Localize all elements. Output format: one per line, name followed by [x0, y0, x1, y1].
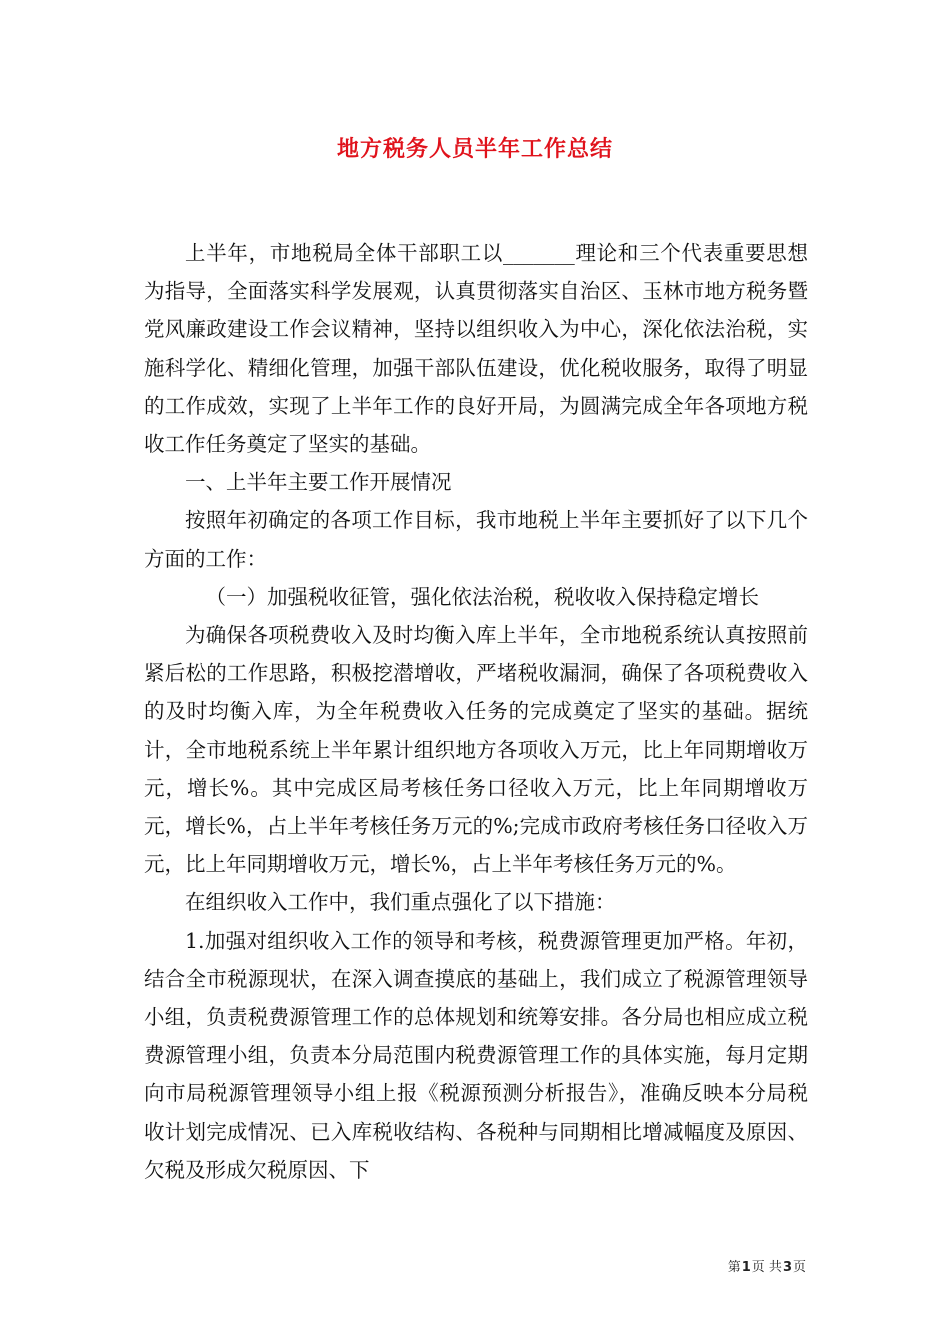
paragraph-overview: 按照年初确定的各项工作目标，我市地税上半年主要抓好了以下几个方面的工作：: [144, 508, 808, 571]
paragraph-measure-1: 1.加强对组织收入工作的领导和考核，税费源管理更加严格。年初，结合全市税源现状，在深入调查摸底的基础上，我们成立了税源管理领导小组，负责税费源管理工作的总体规划和统筹安排。各分局也相应成立税费源管理小组，负责本分局范围内税费源管理工作的具体实施，每月定期向市局税源管理领导小组上报《税源预测分析报告》，准确反映本分局税收计划完成情况、已入库税收结构、各税种与同期相比增减幅度及原因、欠税及形成欠税原因、下: [144, 928, 808, 1182]
footer-total-pages: 3: [782, 1260, 792, 1275]
document-title: 地方税务人员半年工作总结: [336, 136, 613, 162]
paragraph-revenue: 为确保各项税费收入及时均衡入库上半年，全市地税系统认真按照前紧后松的工作思路，积极挖潜增收，严堵税收漏洞，确保了各项税费收入的及时均衡入库，为全年税费收入任务的完成奠定了坚实的基础。据统计，全市地税系统上半年累计组织地方各项收入万元，比上年同期增收万元，增长%。其中完成区局考核任务口径收入万元，比上年同期增收万元，增长%，占上半年考核任务万元的%;完成市政府考核任务口径收入万元，比上年同期增收万元，增长%，占上半年考核任务万元的%。: [144, 623, 808, 877]
subsection-heading-1: （一）加强税收征管，强化依法治税，税收收入保持稳定增长: [205, 584, 759, 609]
footer-current-page: 1: [741, 1260, 751, 1275]
footer-prefix: 第: [727, 1260, 741, 1275]
footer-middle: 页 共: [751, 1260, 782, 1275]
section-heading-1: 一、上半年主要工作开展情况: [185, 470, 452, 495]
document-body: [144, 234, 808, 1189]
page-footer: [728, 1256, 806, 1275]
paragraph-intro: 上半年，市地税局全体干部职工以_______理论和三个代表重要思想为指导，全面落实科学发展观，认真贯彻落实自治区、玉林市地方税务暨党风廉政建设工作会议精神，坚持以组织收入为中心，深化依法治税，实施科学化、精细化管理，加强干部队伍建设，优化税收服务，取得了明显的工作成效，实现了上半年工作的良好开局，为圆满完成全年各项地方税收工作任务奠定了坚实的基础。: [144, 241, 808, 457]
footer-suffix: 页: [792, 1260, 806, 1275]
paragraph-measures-intro: 在组织收入工作中，我们重点强化了以下措施：: [185, 890, 616, 915]
